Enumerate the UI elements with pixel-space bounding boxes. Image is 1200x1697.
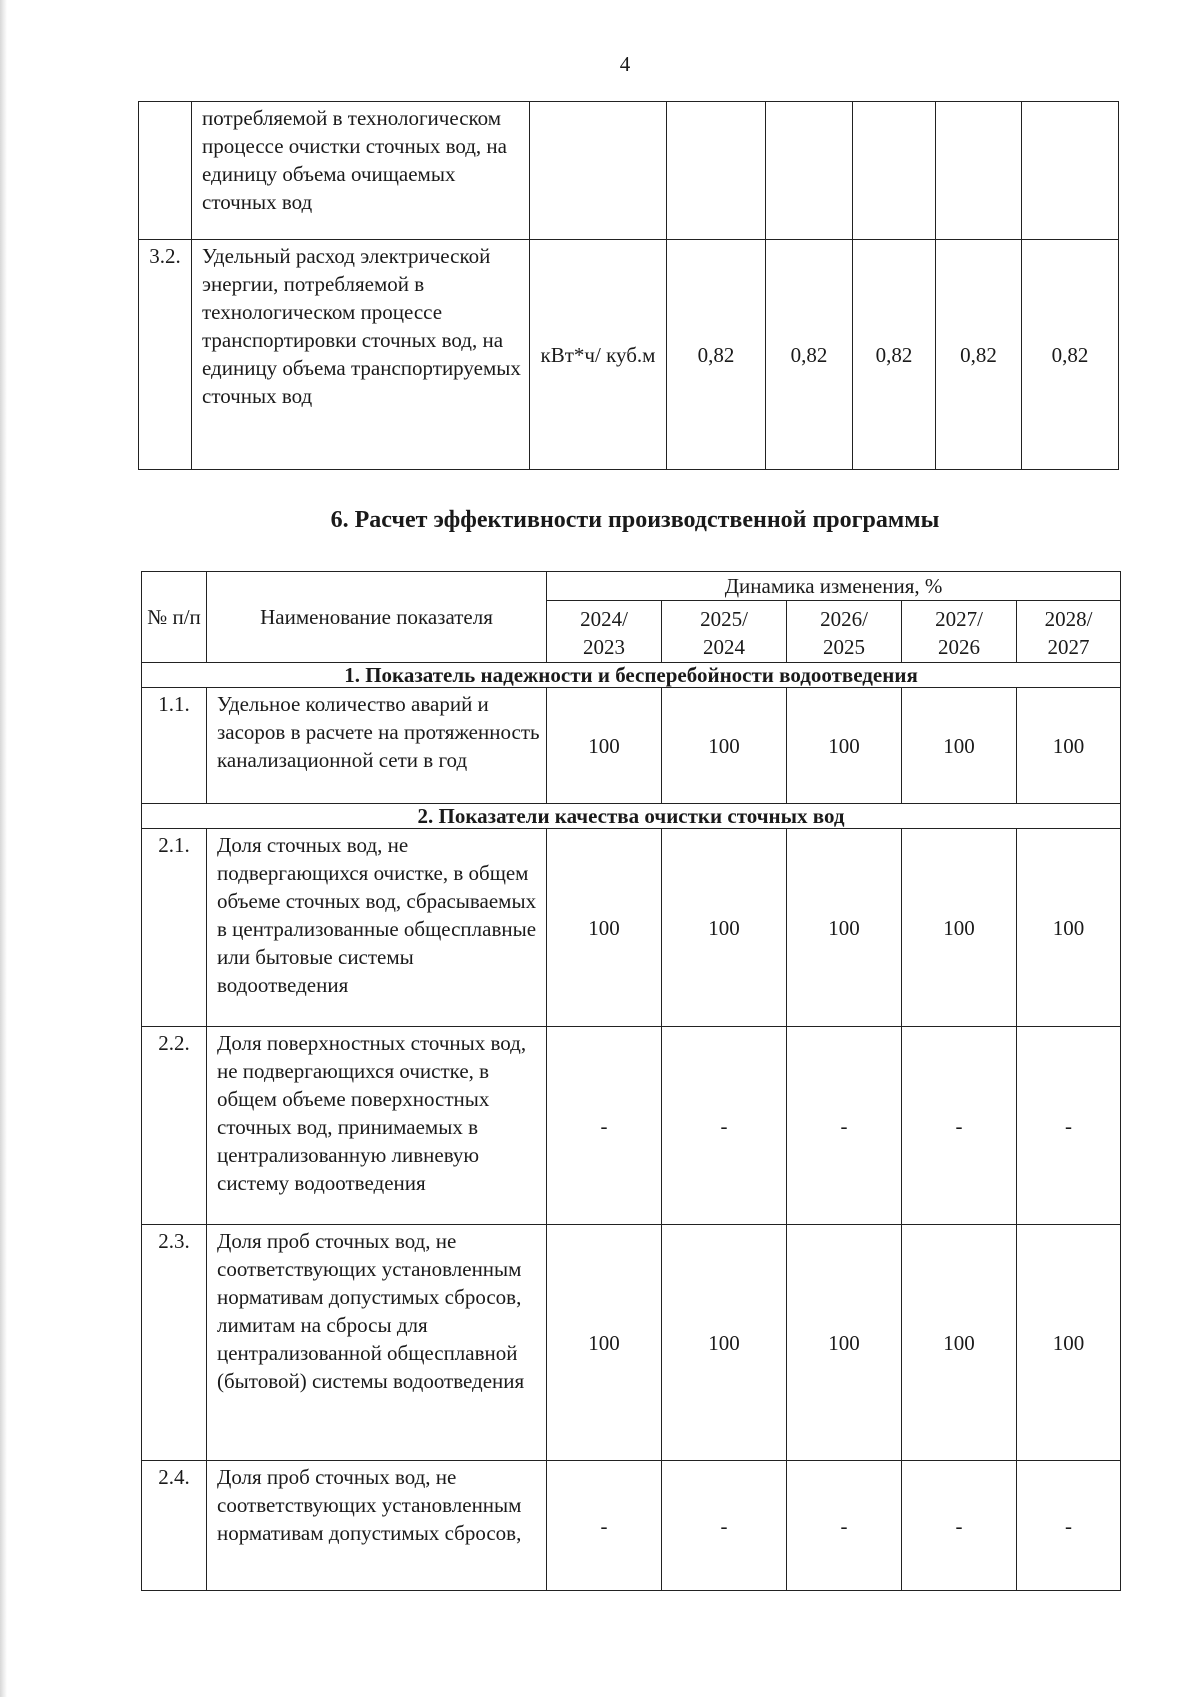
row-number xyxy=(139,102,192,240)
table-row xyxy=(142,1461,1121,1591)
table-row xyxy=(142,829,1121,1027)
value-cell: - xyxy=(902,1027,1017,1225)
value-cell: 100 xyxy=(902,688,1017,804)
header-year: 2026/ 2025 xyxy=(787,601,902,663)
section-title: 1. Показатель надежности и бесперебойности водоотведения xyxy=(142,663,1121,688)
value-cell: 100 xyxy=(547,688,662,804)
indicator-name: потребляемой в технологическом процессе очистки сточных вод, на единицу объема очищаемых сточных вод xyxy=(192,102,530,240)
indicator-name: Удельное количество аварий и засоров в расчете на протяженность канализационной сети в год xyxy=(207,688,547,804)
indicator-name: Удельный расход электрической энергии, потребляемой в технологическом процессе транспортировки сточных вод, на единицу объема транспортируемых сточных вод xyxy=(192,240,530,470)
page-number: 4 xyxy=(619,52,631,76)
header-row xyxy=(142,572,1121,601)
table-row xyxy=(139,240,1119,470)
header-year: 2025/ 2024 xyxy=(662,601,787,663)
section-row xyxy=(142,663,1121,688)
value-cell: - xyxy=(662,1027,787,1225)
value-cell: 100 xyxy=(787,688,902,804)
value-cell xyxy=(667,102,766,240)
header-year: 2024/ 2023 xyxy=(547,601,662,663)
header-dynamics: Динамика изменения, % xyxy=(547,572,1121,601)
energy-consumption-table xyxy=(138,101,1119,470)
section-row xyxy=(142,804,1121,829)
value-cell: 100 xyxy=(547,829,662,1027)
indicator-name: Доля поверхностных сточных вод, не подвергающихся очистке, в общем объеме поверхностных сточных вод, принимаемых в централизованную ливневую систему водоотведения xyxy=(207,1027,547,1225)
value-cell: - xyxy=(787,1027,902,1225)
table-row xyxy=(142,1225,1121,1461)
value-cell: - xyxy=(662,1461,787,1591)
value-cell: 100 xyxy=(787,1225,902,1461)
row-number: 2.4. xyxy=(142,1461,207,1591)
header-num: № п/п xyxy=(142,572,207,663)
scan-edge-shadow xyxy=(0,0,7,1697)
efficiency-table xyxy=(141,571,1121,1591)
value-cell xyxy=(1022,102,1119,240)
header-year: 2028/ 2027 xyxy=(1017,601,1121,663)
unit-cell: кВт*ч/ куб.м xyxy=(530,240,667,470)
value-cell: 0,82 xyxy=(936,240,1022,470)
value-cell: - xyxy=(547,1027,662,1225)
row-number: 2.2. xyxy=(142,1027,207,1225)
header-name: Наименование показателя xyxy=(207,572,547,663)
header-year: 2027/ 2026 xyxy=(902,601,1017,663)
value-cell: 0,82 xyxy=(766,240,853,470)
value-cell: 100 xyxy=(547,1225,662,1461)
value-cell: 100 xyxy=(902,829,1017,1027)
table-row xyxy=(142,688,1121,804)
value-cell: 0,82 xyxy=(667,240,766,470)
unit-cell xyxy=(530,102,667,240)
row-number: 2.3. xyxy=(142,1225,207,1461)
row-number: 3.2. xyxy=(139,240,192,470)
value-cell: - xyxy=(547,1461,662,1591)
value-cell: - xyxy=(1017,1461,1121,1591)
value-cell: - xyxy=(1017,1027,1121,1225)
value-cell: 0,82 xyxy=(1022,240,1119,470)
value-cell: - xyxy=(787,1461,902,1591)
value-cell: 100 xyxy=(1017,1225,1121,1461)
value-cell xyxy=(936,102,1022,240)
value-cell: 100 xyxy=(787,829,902,1027)
value-cell: 100 xyxy=(1017,688,1121,804)
indicator-name: Доля проб сточных вод, не соответствующих установленным нормативам допустимых сбросов, xyxy=(207,1461,547,1591)
value-cell: 100 xyxy=(662,829,787,1027)
value-cell: 100 xyxy=(662,1225,787,1461)
indicator-name: Доля сточных вод, не подвергающихся очистке, в общем объеме сточных вод, сбрасываемых в централизованные общесплавные или бытовые системы водоотведения xyxy=(207,829,547,1027)
value-cell: 0,82 xyxy=(853,240,936,470)
value-cell: 100 xyxy=(662,688,787,804)
section-title: 2. Показатели качества очистки сточных вод xyxy=(142,804,1121,829)
indicator-name: Доля проб сточных вод, не соответствующих установленным нормативам допустимых сбросов, лимитам на сбросы для централизованной общесплавной (бытовой) системы водоотведения xyxy=(207,1225,547,1461)
table-row xyxy=(139,102,1119,240)
row-number: 2.1. xyxy=(142,829,207,1027)
value-cell xyxy=(766,102,853,240)
value-cell: 100 xyxy=(902,1225,1017,1461)
value-cell: - xyxy=(902,1461,1017,1591)
value-cell xyxy=(853,102,936,240)
value-cell: 100 xyxy=(1017,829,1121,1027)
row-number: 1.1. xyxy=(142,688,207,804)
section-heading: 6. Расчет эффективности производственной программы xyxy=(330,507,940,533)
table-row xyxy=(142,1027,1121,1225)
